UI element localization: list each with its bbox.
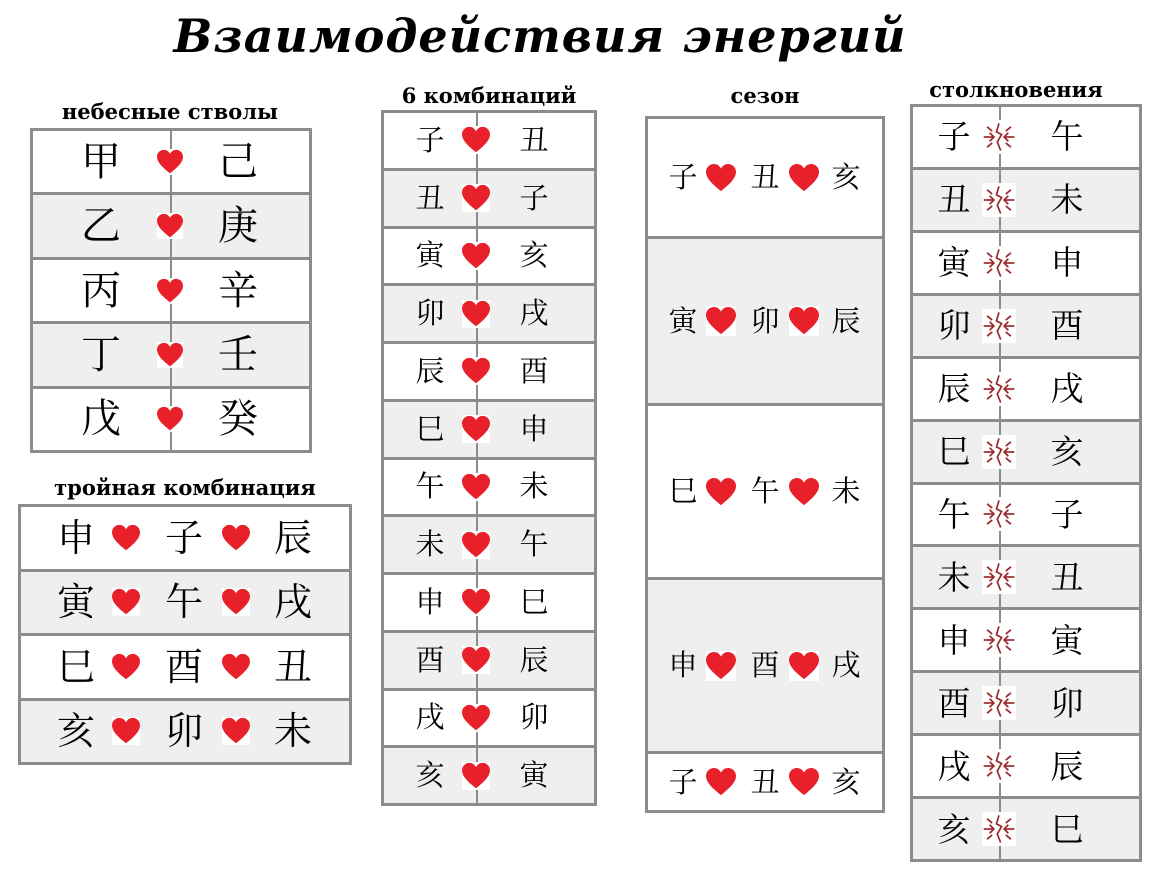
heart-icon [157,342,183,368]
season-table [645,116,885,813]
season-glyph: 辰 [831,303,861,338]
season-glyph: 戌 [831,648,861,683]
six-glyph: 戌 [415,700,445,735]
season-glyph: 子 [668,160,698,195]
stems-row [33,131,309,195]
clash-glyph: 辰 [937,369,971,409]
clash-icon [982,120,1016,154]
heart-icon [789,477,819,507]
six-row [384,575,594,633]
six-glyph: 巳 [415,411,445,446]
season-row [648,754,882,810]
six-glyph: 辰 [519,642,549,677]
triple-row [21,636,349,701]
heart-icon [462,531,490,559]
clash-glyph: 丑 [1050,557,1084,597]
clash-icon [982,812,1016,846]
heart-icon [789,651,819,681]
heart-icon [789,767,819,797]
clash-icon [982,183,1016,217]
clash-glyph: 戌 [1050,369,1084,409]
clash-glyph: 巳 [937,432,971,472]
season-glyph: 亥 [831,160,861,195]
season-glyph: 亥 [831,764,861,799]
six-row [384,402,594,460]
clash-glyph: 亥 [937,809,971,849]
six-glyph: 丑 [519,122,549,157]
clash-row [913,296,1139,359]
triple-glyph: 辰 [273,515,313,560]
clash-glyph: 巳 [1050,809,1084,849]
heart-icon [706,651,736,681]
stems-glyph: 戊 [81,396,121,443]
triple-glyph: 巳 [56,644,96,689]
six-row [384,691,594,749]
clash-row [913,359,1139,422]
triple-glyph: 戌 [273,580,313,625]
heart-icon [706,163,736,193]
six-glyph: 亥 [415,758,445,793]
heart-icon [222,653,250,681]
stems-glyph: 丁 [81,331,121,378]
clash-glyph: 辰 [1050,746,1084,786]
triple-title: тройная комбинация [54,475,316,500]
clash-icon [982,686,1016,720]
stems-glyph: 辛 [218,267,258,314]
clash-icon [982,309,1016,343]
clash-row [913,736,1139,799]
clash-row [913,547,1139,610]
stems-glyph: 丙 [81,267,121,314]
six-row [384,171,594,229]
clash-glyph: 未 [1050,180,1084,220]
six-row [384,229,594,287]
six-row [384,748,594,803]
six-row [384,460,594,518]
clash-glyph: 戌 [937,746,971,786]
clash-glyph: 午 [937,494,971,534]
clash-glyph: 酉 [1050,306,1084,346]
heart-icon [157,213,183,239]
six-glyph: 酉 [415,642,445,677]
season-title: сезон [730,83,800,108]
season-glyph: 寅 [668,303,698,338]
six-table [381,110,597,806]
heart-icon [157,149,183,175]
heart-icon [789,163,819,193]
six-glyph: 酉 [519,353,549,388]
season-glyph: 午 [750,474,780,509]
stems-glyph: 甲 [81,138,121,185]
season-row [648,580,882,754]
triple-glyph: 亥 [56,709,96,754]
heart-icon [462,762,490,790]
six-glyph: 申 [519,411,549,446]
six-row [384,517,594,575]
triple-glyph: 子 [164,515,204,560]
heart-icon [112,653,140,681]
heart-icon [222,717,250,745]
season-glyph: 卯 [750,303,780,338]
clash-row [913,485,1139,548]
stems-title: небесные стволы [61,99,279,124]
clash-table [910,104,1142,862]
six-glyph: 卯 [519,700,549,735]
six-glyph: 午 [519,527,549,562]
clash-icon [982,497,1016,531]
stems-row [33,324,309,388]
season-glyph: 巳 [668,474,698,509]
stems-row [33,389,309,450]
six-glyph: 寅 [415,238,445,273]
stems-row [33,195,309,259]
heart-icon [157,278,183,304]
heart-icon [462,300,490,328]
clash-glyph: 寅 [937,243,971,283]
clash-icon [982,435,1016,469]
heart-icon [789,306,819,336]
stems-table [30,128,312,453]
triple-glyph: 寅 [56,580,96,625]
heart-icon [462,242,490,270]
triple-glyph: 丑 [273,644,313,689]
clash-icon [982,372,1016,406]
clash-glyph: 亥 [1050,432,1084,472]
heart-icon [706,306,736,336]
season-glyph: 申 [668,648,698,683]
page-title: Взаимодействия энергий [173,9,907,63]
stems-row [33,260,309,324]
season-glyph: 丑 [750,764,780,799]
stems-glyph: 乙 [81,203,121,250]
stems-glyph: 壬 [218,331,258,378]
season-glyph: 丑 [750,160,780,195]
six-glyph: 亥 [519,238,549,273]
triple-glyph: 未 [273,709,313,754]
six-row [384,344,594,402]
six-glyph: 子 [415,122,445,157]
six-glyph: 未 [519,469,549,504]
heart-icon [112,717,140,745]
clash-glyph: 子 [937,117,971,157]
clash-icon [982,623,1016,657]
clash-row [913,799,1139,859]
six-glyph: 辰 [415,353,445,388]
clash-glyph: 申 [937,620,971,660]
triple-glyph: 午 [164,580,204,625]
six-glyph: 子 [519,180,549,215]
stems-glyph: 己 [218,138,258,185]
heart-icon [112,524,140,552]
clash-row [913,107,1139,170]
six-glyph: 戌 [519,296,549,331]
clash-glyph: 丑 [937,180,971,220]
clash-title: столкновения [929,77,1103,102]
triple-glyph: 卯 [164,709,204,754]
clash-glyph: 卯 [937,306,971,346]
six-glyph: 寅 [519,758,549,793]
triple-row [21,507,349,572]
clash-row [913,233,1139,296]
six-title: 6 комбинаций [401,83,577,108]
six-row [384,633,594,691]
clash-glyph: 卯 [1050,683,1084,723]
heart-icon [462,473,490,501]
six-row [384,286,594,344]
heart-icon [462,357,490,385]
clash-icon [982,749,1016,783]
heart-icon [112,588,140,616]
heart-icon [462,588,490,616]
six-row [384,113,594,171]
six-glyph: 卯 [415,296,445,331]
heart-icon [462,126,490,154]
triple-row [21,572,349,637]
season-row [648,406,882,580]
clash-glyph: 寅 [1050,620,1084,660]
clash-row [913,673,1139,736]
heart-icon [706,767,736,797]
clash-row [913,610,1139,673]
clash-glyph: 申 [1050,243,1084,283]
six-glyph: 申 [415,584,445,619]
season-glyph: 未 [831,474,861,509]
clash-glyph: 未 [937,557,971,597]
clash-row [913,422,1139,485]
triple-glyph: 申 [56,515,96,560]
six-glyph: 巳 [519,584,549,619]
six-glyph: 未 [415,527,445,562]
clash-icon [982,246,1016,280]
clash-glyph: 酉 [937,683,971,723]
triple-glyph: 酉 [164,644,204,689]
stems-glyph: 癸 [218,396,258,443]
heart-icon [462,646,490,674]
clash-glyph: 子 [1050,494,1084,534]
clash-icon [982,560,1016,594]
heart-icon [222,524,250,552]
heart-icon [706,477,736,507]
season-row [648,239,882,406]
heart-icon [462,704,490,732]
season-row [648,119,882,239]
heart-icon [222,588,250,616]
clash-row [913,170,1139,233]
season-glyph: 子 [668,764,698,799]
triple-row [21,701,349,763]
heart-icon [462,184,490,212]
clash-glyph: 午 [1050,117,1084,157]
heart-icon [157,406,183,432]
six-glyph: 午 [415,469,445,504]
stems-glyph: 庚 [218,203,258,250]
season-glyph: 酉 [750,648,780,683]
six-glyph: 丑 [415,180,445,215]
heart-icon [462,415,490,443]
triple-table [18,504,352,765]
